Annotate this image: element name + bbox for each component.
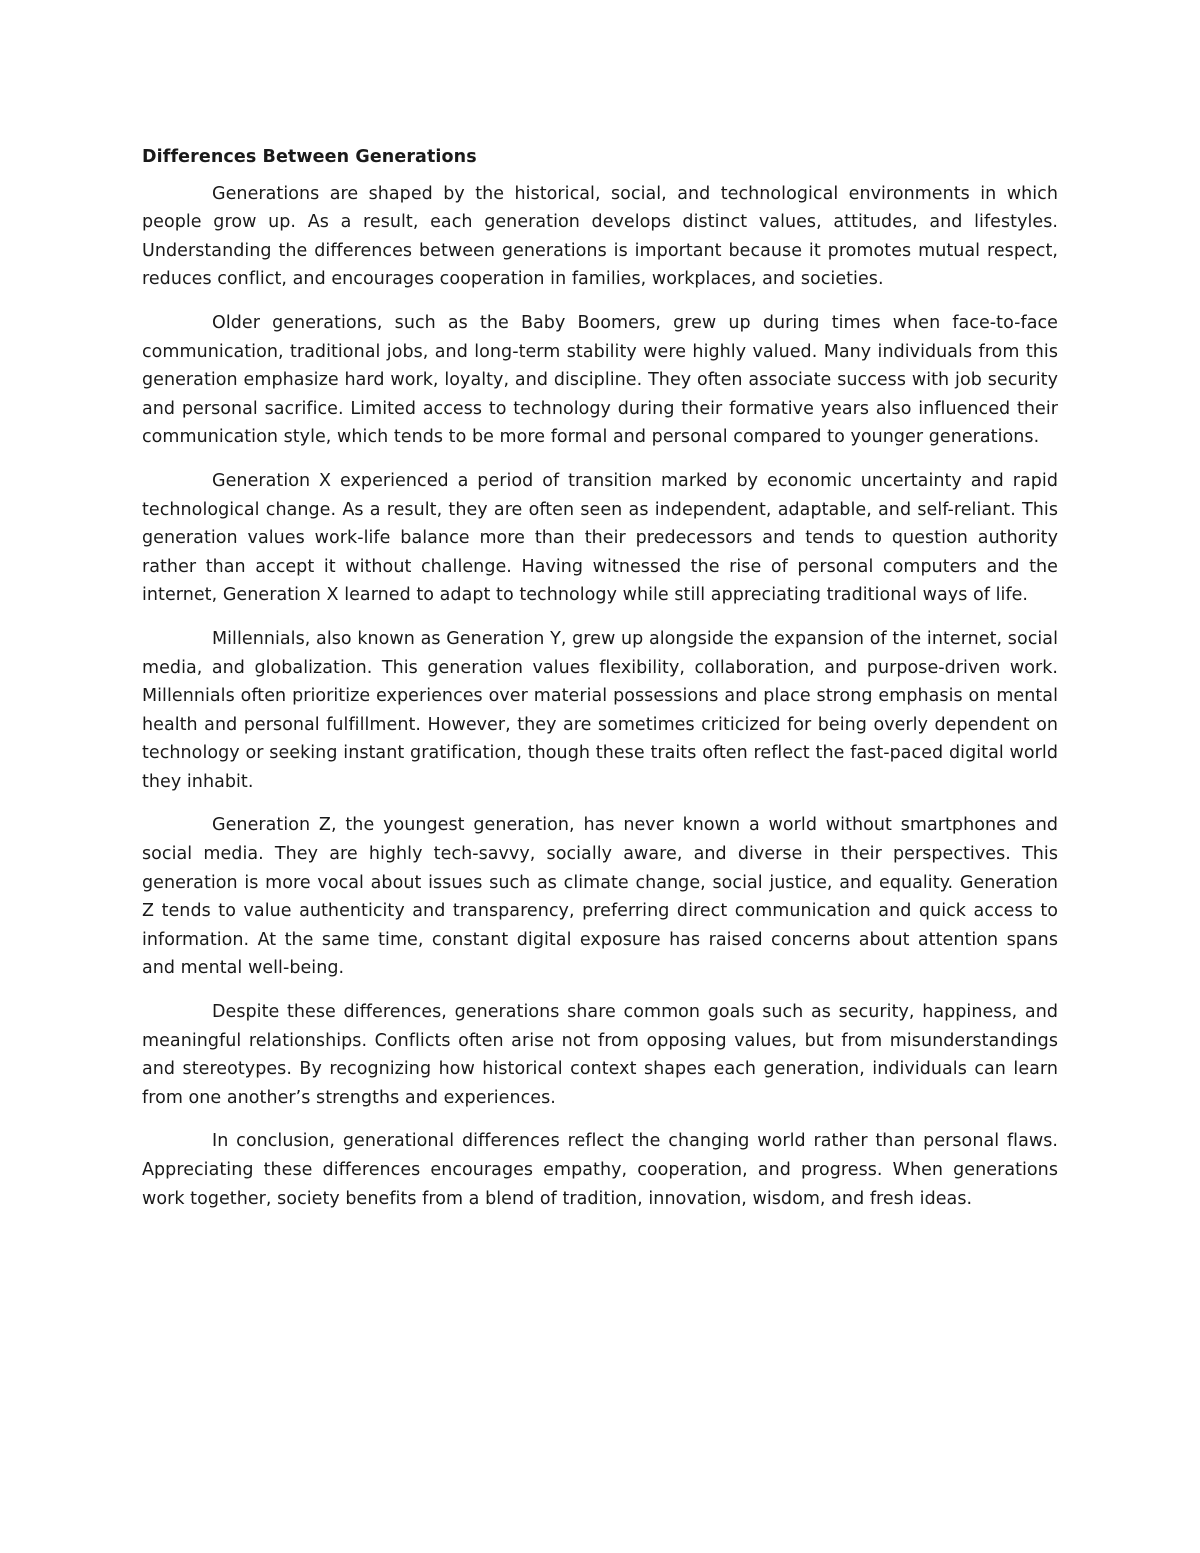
paragraph-generation-x: Generation X experienced a period of transition marked by economic uncertainty and rapid technological change. As a result, they are often seen as independent, adaptable, and self-reliant. This generation values work-life balance more than their predecessors and tends to question authority rather than accept it without challenge. Having witnessed the rise of personal computers and the internet, Generation X learned to adapt to technology while still appreciating traditional ways of life. <box>142 470 1058 606</box>
paragraph-millennials: Millennials, also known as Generation Y, grew up alongside the expansion of the internet, social media, and globalization. This generation values flexibility, collaboration, and purpose-driven work. Millennials often prioritize experiences over material possessions and place strong emphasis on mental health and personal fulfillment. However, they are sometimes criticized for being overly dependent on technology or seeking instant gratification, though these traits often reflect the fast-paced digital world they inhabit. <box>142 628 1058 792</box>
paragraph-introduction: Generations are shaped by the historical, social, and technological environments in which people grow up. As a result, each generation develops distinct values, attitudes, and lifestyles. Understanding the differences between generations is important because it promotes mutual respect, reduces conflict, and encourages cooperation in families, workplaces, and societies. <box>142 183 1058 290</box>
paragraph-baby-boomers: Older generations, such as the Baby Boomers, grew up during times when face-to-face communication, traditional jobs, and long-term stability were highly valued. Many individuals from this generation emphasize hard work, loyalty, and discipline. They often associate success with job security and personal sacrifice. Limited access to technology during their formative years also influenced their communication style, which tends to be more formal and personal compared to younger generations. <box>142 312 1058 448</box>
paragraph-common-goals: Despite these differences, generations share common goals such as security, happiness, and meaningful relationships. Conflicts often arise not from opposing values, but from misunderstandings and stereotypes. By recognizing how historical context shapes each generation, individuals can learn from one another’s strengths and experiences. <box>142 1002 1058 1108</box>
paragraph-conclusion: In conclusion, generational differences reflect the changing world rather than personal flaws. Appreciating these differences encourages empathy, cooperation, and progress. When generations work together, society benefits from a blend of tradition, innovation, wisdom, and fresh ideas. <box>142 1131 1058 1209</box>
paragraph-generation-z: Generation Z, the youngest generation, has never known a world without smartphones and social media. They are highly tech-savvy, socially aware, and diverse in their perspectives. This generation is more vocal about issues such as climate change, social justice, and equality. Generation Z tends to value authenticity and transparency, preferring direct communication and quick access to information. At the same time, constant digital exposure has raised concerns about attention spans and mental well-being. <box>142 815 1058 979</box>
document-title: Differences Between Generations <box>142 147 477 167</box>
